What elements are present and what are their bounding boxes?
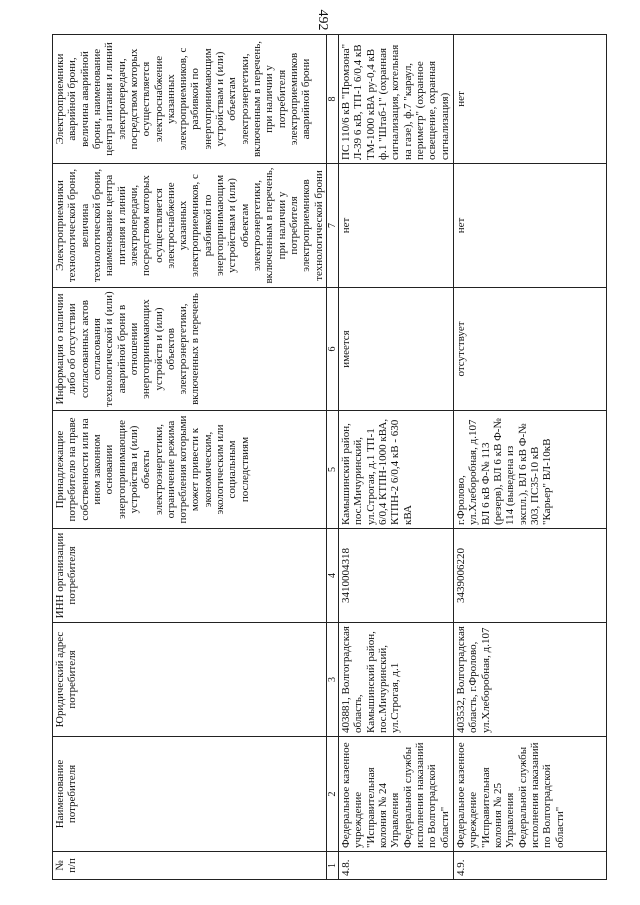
tech-reserve: нет [339,164,454,288]
power-devices: г.Фролово, ул.Хлеборобная, д.107 ВЛ 6 кВ Ф-№ 113 (резерв), ВЛ 6 кВ Ф-№ 114 (выведена из экспл.), ВЛ 6 кВ Ф-№ 303, ПС35-10 кВ "Карьер" ВЛ-10кВ [454,411,607,529]
column-number: 4 [326,529,338,623]
column-number: 6 [326,288,338,411]
row-number: 4.8. [339,852,454,880]
emergency-reserve: ПС 110/6 кВ "Промзона" Л-39 6 кВ, ТП-1 6/0,4 кВ ТМ-1000 кВА ру-0,4 кВ ф.1 "Штаб-1" (охранная сигнализация, котельная на газе), ф.7 "караул, периметр" (охранное освещение, охранная сигнализация) [339,35,454,164]
column-number: 7 [326,164,338,288]
header-cell-number: № п/п [53,852,327,880]
tech-reserve: нет [454,164,607,288]
column-number: 8 [326,35,338,164]
legal-address: 403532, Волгоградская область, г.Фролово, ул.Хлеборобная, д.107 [454,623,607,737]
column-number: 2 [326,737,338,852]
row-number: 4.9. [454,852,607,880]
column-number: 1 [326,852,338,880]
header-cell-tech-reserve: Электроприемники технологической брони, величина технологической брони, наименование центра питания и линий электропередачи, посредством которых осуществляется электроснабжение указанных электроприемников, с разбивкой по энергопринимающим устройствам и (или) объектам электроэнергетики, включенным в перечень, при наличии у потребителя электроприемников технологической брони [53,164,327,288]
inn: 3439006220 [454,529,607,623]
header-cell-emergency-reserve: Электроприемники аварийной брони, величина аварийной брони, наименование центра питания и линий электропередачи, посредством которых осуществляется электроснабжение указанных электроприемников, с разбивкой по энергопринимающим устройствам и (или) объектам электроэнергетики, включенным в перечень, при наличии у потребителя электроприемников аварийной брони [53,35,327,164]
consumer-name: Федеральное казенное учреждение "Исправительная колония № 25 Управления Федеральной службы исполнения наказаний по Волгоградской области" [454,737,607,852]
consumer-name: Федеральное казенное учреждение "Исправительная колония № 24 Управления Федеральной службы исполнения наказаний по Волгоградской области" [339,737,454,852]
consumer-table-container [52,35,624,880]
header-row [53,35,327,880]
table-row [339,35,454,880]
inn: 3410004318 [339,529,454,623]
header-cell-devices: Принадлежащие потребителю на праве собственности или на ином законном основании энергопринимающие устройства и (или) объекты электроэнергетики, ограничение режима потребления которыми может привести к экономическим, экологическим или социальным последствиям [53,411,327,529]
emergency-reserve: нет [454,35,607,164]
column-number: 3 [326,623,338,737]
header-cell-inn: ИНН организации потребителя [53,529,327,623]
consumer-table [52,34,607,880]
acts-info: отсутствует [454,288,607,411]
header-cell-name: Наименование потребителя [53,737,327,852]
column-number-row [326,35,338,880]
power-devices: Камышинский район, пос.Мичуринский, ул.Строгая, д.1 ТП-1 6/0,4 КТПН-1000 кВА, КТПН-2 6/0,4 кВ - 630 кВА [339,411,454,529]
legal-address: 403881, Волгоградская область, Камышинский район, пос.Мичуринский, ул.Строгая, д.1 [339,623,454,737]
acts-info: имеется [339,288,454,411]
table-row [454,35,607,880]
header-cell-acts: Информация о наличии либо об отсутствии согласованных актов согласования технологической и (или) аварийной брони в отношении энергопринимающих устройств и (или) объектов электроэнергетики, включенных в перечень [53,288,327,411]
column-number: 5 [326,411,338,529]
page-number: 492 [315,9,330,31]
header-cell-address: Юридический адрес потребителя [53,623,327,737]
